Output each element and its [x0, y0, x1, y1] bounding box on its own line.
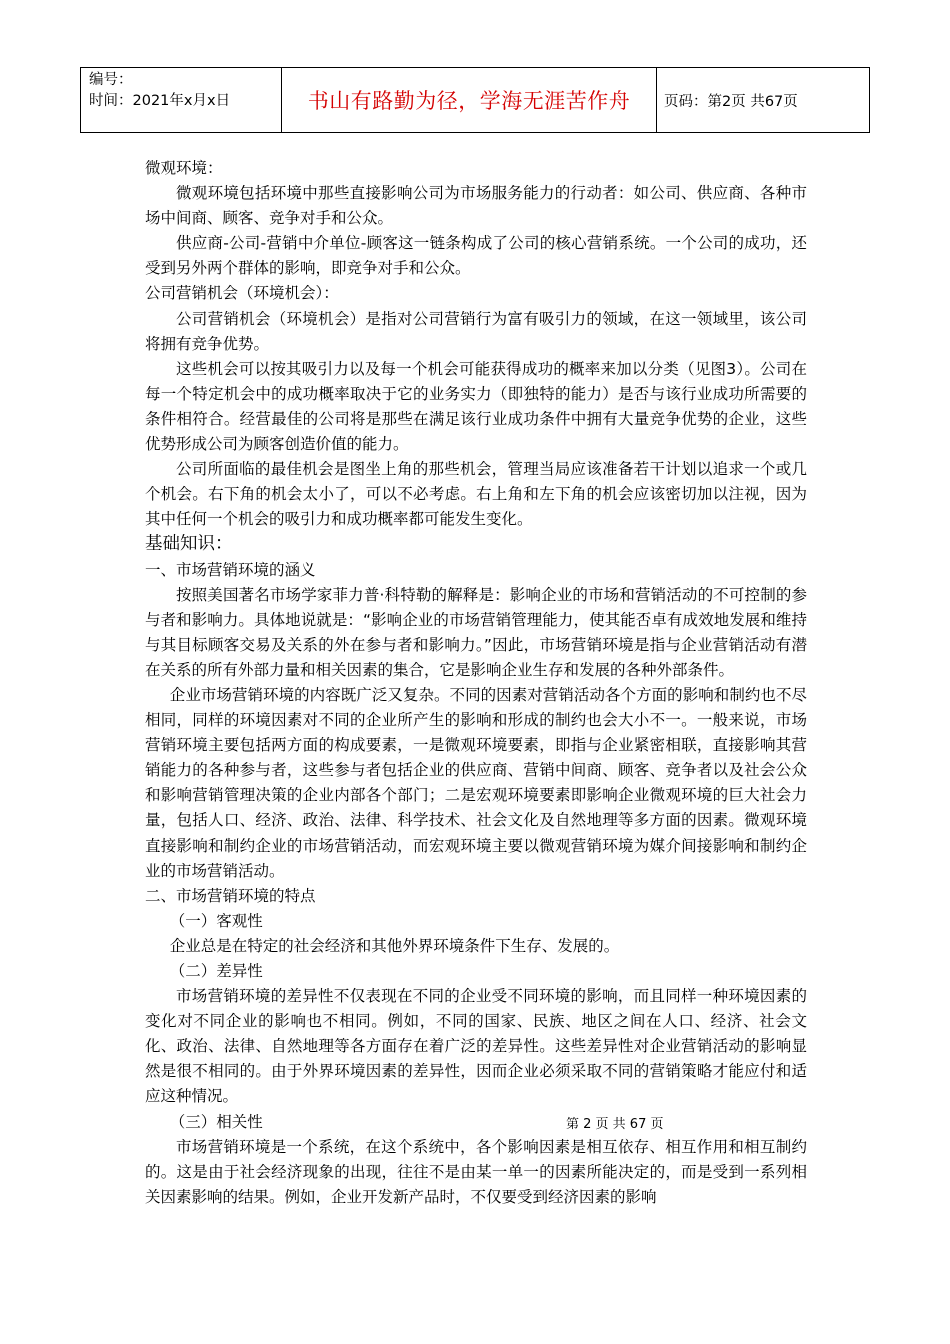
section-heading-2: 二、市场营销环境的特点: [145, 886, 316, 905]
subsection-heading-difference: （二）差异性: [169, 962, 263, 980]
paragraph: 供应商-公司-营销中介单位-顾客这一链条构成了公司的核心营销系统。一个公司的成功，还受到另外两个群体的影响，即竞争对手和公众。: [145, 234, 807, 278]
heading-basic-knowledge: 基础知识：: [145, 534, 233, 555]
paragraph: 市场营销环境的差异性不仅表现在不同的企业受不同环境的影响，而且同样一种环境因素的变化对不同企业的影响也不相同。例如，不同的国家、民族、地区之间在人口、经济、社会文化、政治、法律、自然地理等各方面存在着广泛的差异性。这些差异性对企业营销活动的影响显然是很不相同的。由于外界环境因素的差异性，因而企业必须采取不同的营销策略才能应付和适应这种情况。: [145, 987, 807, 1106]
header-page-label: 页码：第2页 共67页: [664, 93, 798, 110]
footer-page-number: 第 2 页 共 67 页: [566, 1117, 664, 1132]
header-motto: 书山有路勤为径，学海无涯苦作舟: [307, 89, 631, 113]
header-motto-cell: [282, 68, 657, 132]
header-info-cell: [81, 68, 282, 132]
paragraph: 市场营销环境是一个系统，在这个系统中，各个影响因素是相互依存、相互作用和相互制约的。这是由于社会经济现象的出现，往往不是由某一单一的因素所能决定的，而是受到一系列相关因素影响的结果。例如，企业开发新产品时，不仅要受到经济因素的影响: [145, 1137, 807, 1206]
paragraph: 微观环境包括环境中那些直接影响公司为市场服务能力的行动者：如公司、供应商、各种市场中间商、顾客、竞争对手和公众。: [145, 184, 807, 228]
paragraph: 公司营销机会（环境机会）是指对公司营销行为富有吸引力的领域，在这一领域里，该公司将拥有竞争优势。: [145, 309, 807, 353]
document-date-label: 时间：2021年x月x日: [89, 93, 231, 109]
subsection-heading-correlation: （三）相关性: [169, 1112, 263, 1131]
paragraph: 公司所面临的最佳机会是图坐上角的那些机会，管理当局应该准备若干计划以追求一个或几个机会。右下角的机会太小了，可以不必考虑。右上角和左下角的机会应该密切加以注视，因为其中任何一个机会的吸引力和成功概率都可能发生变化。: [145, 460, 807, 529]
paragraph: 按照美国著名市场学家菲力普·科特勒的解释是：影响企业的市场和营销活动的不可控制的参与者和影响力。具体地说就是：“影响企业的市场营销管理能力，使其能否卓有成效地发展和维持与其目标顾客交易及关系的外在参与者和影响力。”因此，市场营销环境是指与企业营销活动有潜在关系的所有外部力量和相关因素的集合，它是影响企业生存和发展的各种外部条件。: [145, 585, 807, 679]
subsection-heading-objectivity: （一）客观性: [169, 911, 263, 930]
document-number-label: 编号：: [89, 72, 133, 88]
section-heading-1: 一、市场营销环境的涵义: [145, 560, 316, 579]
header-table: [80, 67, 870, 133]
heading-micro-environment: 微观环境：: [145, 159, 223, 177]
header-page-cell: [657, 68, 869, 132]
paragraph: 企业市场营销环境的内容既广泛又复杂。不同的因素对营销活动各个方面的影响和制约也不尽相同，同样的环境因素对不同的企业所产生的影响和形成的制约也会大小不一。一般来说，市场营销环境主要包括两方面的构成要素，一是微观环境要素，即指与企业紧密相联，直接影响其营销能力的各种参与者，这些参与者包括企业的供应商、营销中间商、顾客、竞争者以及社会公众和影响营销管理决策的企业内部各个部门；二是宏观环境要素即影响企业微观环境的巨大社会力量，包括人口、经济、政治、法律、科学技术、社会文化及自然地理等多方面的因素。微观环境直接影响和制约企业的市场营销活动，而宏观环境主要以微观营销环境为媒介间接影响和制约企业的市场营销活动。: [145, 685, 807, 880]
heading-marketing-opportunity: 公司营销机会（环境机会）：: [145, 284, 339, 303]
document-body: [145, 156, 807, 1210]
paragraph: 这些机会可以按其吸引力以及每一个机会可能获得成功的概率来加以分类（见图3）。公司在每一个特定机会中的成功概率取决于它的业务实力（即独特的能力）是否与该行业成功所需要的条件相符合。经营最佳的公司将是那些在满足该行业成功条件中拥有大量竞争优势的企业，这些优势形成公司为顾客创造价值的能力。: [145, 359, 807, 454]
paragraph: 企业总是在特定的社会经济和其他外界环境条件下生存、发展的。: [169, 936, 620, 955]
